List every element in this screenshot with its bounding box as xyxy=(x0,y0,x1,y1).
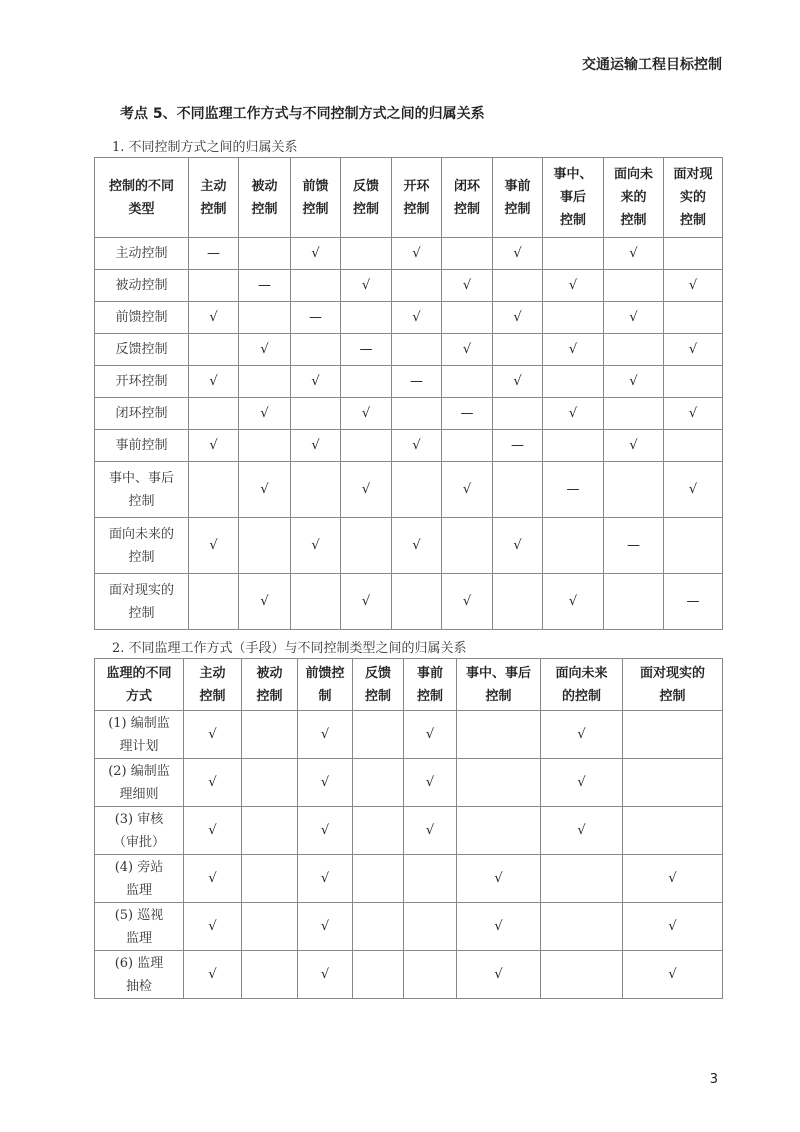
row-label: (1) 编制监 理计划 xyxy=(95,711,184,759)
table-cell: √ xyxy=(184,759,242,807)
table-cell: √ xyxy=(623,951,723,999)
column-header: 被动 控制 xyxy=(239,158,291,238)
row-label: 开环控制 xyxy=(95,366,189,398)
table-cell: √ xyxy=(298,855,353,903)
table-cell xyxy=(353,855,404,903)
table-cell: √ xyxy=(341,574,392,630)
table-cell xyxy=(442,518,493,574)
table-cell xyxy=(604,270,664,302)
table-cell: — xyxy=(543,462,604,518)
table-cell: √ xyxy=(184,711,242,759)
table-row xyxy=(95,574,723,630)
table-cell: √ xyxy=(239,574,291,630)
table-cell: — xyxy=(341,334,392,366)
row-label: 面对现实的 控制 xyxy=(95,574,189,630)
table-cell xyxy=(291,398,341,430)
table-cell: — xyxy=(239,270,291,302)
table-row xyxy=(95,807,723,855)
table-cell xyxy=(392,334,442,366)
table-cell: √ xyxy=(604,430,664,462)
table-cell: — xyxy=(664,574,723,630)
table-cell xyxy=(493,462,543,518)
table-cell xyxy=(341,430,392,462)
table-cell xyxy=(242,951,298,999)
table-cell: √ xyxy=(392,430,442,462)
table-cell: — xyxy=(291,302,341,334)
table-cell xyxy=(623,759,723,807)
table-row xyxy=(95,430,723,462)
table-cell xyxy=(664,238,723,270)
table-cell xyxy=(189,398,239,430)
table-cell: √ xyxy=(442,270,493,302)
row-label: (6) 监理 抽检 xyxy=(95,951,184,999)
table-cell: √ xyxy=(664,398,723,430)
table-row xyxy=(95,398,723,430)
table-cell: √ xyxy=(341,398,392,430)
table-row xyxy=(95,855,723,903)
table-cell: √ xyxy=(493,238,543,270)
table-row xyxy=(95,951,723,999)
table-cell: √ xyxy=(184,951,242,999)
control-types-table xyxy=(94,157,723,630)
table-cell xyxy=(392,270,442,302)
table-cell: √ xyxy=(392,238,442,270)
table-row xyxy=(95,759,723,807)
table-cell xyxy=(543,302,604,334)
table-cell xyxy=(404,951,457,999)
table-cell: √ xyxy=(184,807,242,855)
table2-caption: 2. 不同监理工作方式（手段）与不同控制类型之间的归属关系 xyxy=(112,641,467,656)
table-cell: √ xyxy=(404,807,457,855)
table-cell: √ xyxy=(664,462,723,518)
table-cell xyxy=(623,711,723,759)
table-cell xyxy=(604,574,664,630)
row-label: (5) 巡视 监理 xyxy=(95,903,184,951)
table-cell xyxy=(189,270,239,302)
column-header: 面对现 实的 控制 xyxy=(664,158,723,238)
table-row xyxy=(95,238,723,270)
table-cell: √ xyxy=(404,759,457,807)
table-cell: √ xyxy=(404,711,457,759)
table-cell: √ xyxy=(189,430,239,462)
table-row xyxy=(95,366,723,398)
table-cell xyxy=(353,903,404,951)
header-corner: 控制的不同 类型 xyxy=(95,158,189,238)
row-label: (3) 审核 （审批） xyxy=(95,807,184,855)
table-cell: √ xyxy=(543,398,604,430)
table-cell: √ xyxy=(239,398,291,430)
table-cell: — xyxy=(189,238,239,270)
table-cell xyxy=(457,759,541,807)
table-cell: √ xyxy=(493,518,543,574)
table-cell: √ xyxy=(239,334,291,366)
table-cell xyxy=(242,855,298,903)
table-cell xyxy=(242,759,298,807)
table-cell: √ xyxy=(189,518,239,574)
row-label: 被动控制 xyxy=(95,270,189,302)
table-cell xyxy=(442,366,493,398)
column-header: 事中、 事后 控制 xyxy=(543,158,604,238)
table-cell: √ xyxy=(298,759,353,807)
table-cell xyxy=(543,518,604,574)
table-cell xyxy=(493,574,543,630)
section-title: 考点 5、不同监理工作方式与不同控制方式之间的归属关系 xyxy=(120,106,485,122)
table-cell xyxy=(404,903,457,951)
row-label: (2) 编制监 理细则 xyxy=(95,759,184,807)
table-cell: √ xyxy=(442,334,493,366)
table-cell: √ xyxy=(392,518,442,574)
table-cell xyxy=(341,302,392,334)
table-row xyxy=(95,270,723,302)
row-label: 事前控制 xyxy=(95,430,189,462)
table-cell: √ xyxy=(664,334,723,366)
table-cell: √ xyxy=(189,302,239,334)
table-cell: √ xyxy=(664,270,723,302)
table-cell: √ xyxy=(298,711,353,759)
table-cell: √ xyxy=(298,951,353,999)
table-row xyxy=(95,302,723,334)
column-header: 被动 控制 xyxy=(242,659,298,711)
table-cell: √ xyxy=(298,807,353,855)
table-cell xyxy=(493,398,543,430)
table-row xyxy=(95,334,723,366)
table-cell xyxy=(457,711,541,759)
table-cell xyxy=(392,462,442,518)
table-cell: √ xyxy=(604,366,664,398)
table-cell xyxy=(604,462,664,518)
table-cell xyxy=(353,759,404,807)
table1-caption: 1. 不同控制方式之间的归属关系 xyxy=(112,140,298,155)
row-label: 前馈控制 xyxy=(95,302,189,334)
table-cell xyxy=(239,366,291,398)
table-cell: √ xyxy=(493,302,543,334)
table-cell xyxy=(392,574,442,630)
column-header: 前馈 控制 xyxy=(291,158,341,238)
table-cell xyxy=(291,574,341,630)
table-cell: √ xyxy=(543,270,604,302)
table-cell: √ xyxy=(392,302,442,334)
table-cell xyxy=(341,238,392,270)
column-header: 面对现实的 控制 xyxy=(623,659,723,711)
table-cell xyxy=(189,574,239,630)
table-cell: √ xyxy=(298,903,353,951)
table-cell xyxy=(541,951,623,999)
table-cell xyxy=(664,366,723,398)
table-cell xyxy=(623,807,723,855)
table-cell xyxy=(664,430,723,462)
table-cell xyxy=(604,398,664,430)
row-label: 闭环控制 xyxy=(95,398,189,430)
table-cell: √ xyxy=(457,951,541,999)
table-cell xyxy=(291,462,341,518)
column-header: 前馈控 制 xyxy=(298,659,353,711)
table-cell: √ xyxy=(442,574,493,630)
column-header: 主动 控制 xyxy=(184,659,242,711)
column-header: 主动 控制 xyxy=(189,158,239,238)
page-header-title: 交通运输工程目标控制 xyxy=(582,57,722,73)
table-cell: √ xyxy=(541,759,623,807)
table-cell xyxy=(493,334,543,366)
table-row xyxy=(95,903,723,951)
table-cell xyxy=(392,398,442,430)
column-header: 反馈 控制 xyxy=(341,158,392,238)
row-label: (4) 旁站 监理 xyxy=(95,855,184,903)
table-cell xyxy=(442,302,493,334)
table-cell xyxy=(664,518,723,574)
table-cell: √ xyxy=(341,270,392,302)
table-cell xyxy=(541,855,623,903)
table-row xyxy=(95,711,723,759)
column-header: 事中、事后 控制 xyxy=(457,659,541,711)
table-cell xyxy=(291,270,341,302)
column-header: 事前 控制 xyxy=(404,659,457,711)
table-cell: √ xyxy=(541,711,623,759)
column-header: 闭环 控制 xyxy=(442,158,493,238)
table-cell: √ xyxy=(291,430,341,462)
column-header: 事前 控制 xyxy=(493,158,543,238)
table-cell xyxy=(189,462,239,518)
table-cell xyxy=(353,711,404,759)
table-cell: √ xyxy=(291,238,341,270)
table-cell: √ xyxy=(604,238,664,270)
table-cell: — xyxy=(604,518,664,574)
table-cell xyxy=(242,903,298,951)
table-cell: — xyxy=(493,430,543,462)
table-cell: √ xyxy=(623,855,723,903)
table-cell xyxy=(239,518,291,574)
column-header: 面向未 来的 控制 xyxy=(604,158,664,238)
table-cell xyxy=(543,366,604,398)
table-cell xyxy=(242,807,298,855)
row-label: 事中、事后 控制 xyxy=(95,462,189,518)
supervision-methods-table xyxy=(94,658,723,999)
table-cell: √ xyxy=(291,366,341,398)
table-cell: √ xyxy=(239,462,291,518)
table-cell xyxy=(353,807,404,855)
column-header: 开环 控制 xyxy=(392,158,442,238)
page-number: 3 xyxy=(709,1072,718,1087)
table-cell: √ xyxy=(457,855,541,903)
table-cell xyxy=(242,711,298,759)
table-row xyxy=(95,462,723,518)
table-cell xyxy=(239,238,291,270)
table-cell xyxy=(543,238,604,270)
table-cell: √ xyxy=(341,462,392,518)
table-cell: √ xyxy=(493,366,543,398)
table-cell: √ xyxy=(184,855,242,903)
table-cell: — xyxy=(442,398,493,430)
table-cell: √ xyxy=(184,903,242,951)
table-cell: √ xyxy=(442,462,493,518)
table-cell xyxy=(353,951,404,999)
table-cell: √ xyxy=(291,518,341,574)
table-cell xyxy=(239,302,291,334)
column-header: 面向未来 的控制 xyxy=(541,659,623,711)
row-label: 面向未来的 控制 xyxy=(95,518,189,574)
table-cell xyxy=(493,270,543,302)
table-cell xyxy=(189,334,239,366)
table-cell xyxy=(541,903,623,951)
header-corner: 监理的不同 方式 xyxy=(95,659,184,711)
table-cell xyxy=(341,518,392,574)
table-cell xyxy=(457,807,541,855)
table-cell xyxy=(442,430,493,462)
table-cell xyxy=(604,334,664,366)
table-cell xyxy=(543,430,604,462)
row-label: 反馈控制 xyxy=(95,334,189,366)
table-cell xyxy=(239,430,291,462)
table-cell xyxy=(291,334,341,366)
table-cell xyxy=(442,238,493,270)
table-cell: √ xyxy=(457,903,541,951)
table-cell: √ xyxy=(189,366,239,398)
row-label: 主动控制 xyxy=(95,238,189,270)
table-cell xyxy=(341,366,392,398)
column-header: 反馈 控制 xyxy=(353,659,404,711)
table-cell: √ xyxy=(543,574,604,630)
table-cell: √ xyxy=(623,903,723,951)
table-cell xyxy=(664,302,723,334)
table-cell xyxy=(404,855,457,903)
table-cell: √ xyxy=(541,807,623,855)
table-cell: √ xyxy=(604,302,664,334)
table-cell: √ xyxy=(543,334,604,366)
table-row xyxy=(95,518,723,574)
table-cell: — xyxy=(392,366,442,398)
